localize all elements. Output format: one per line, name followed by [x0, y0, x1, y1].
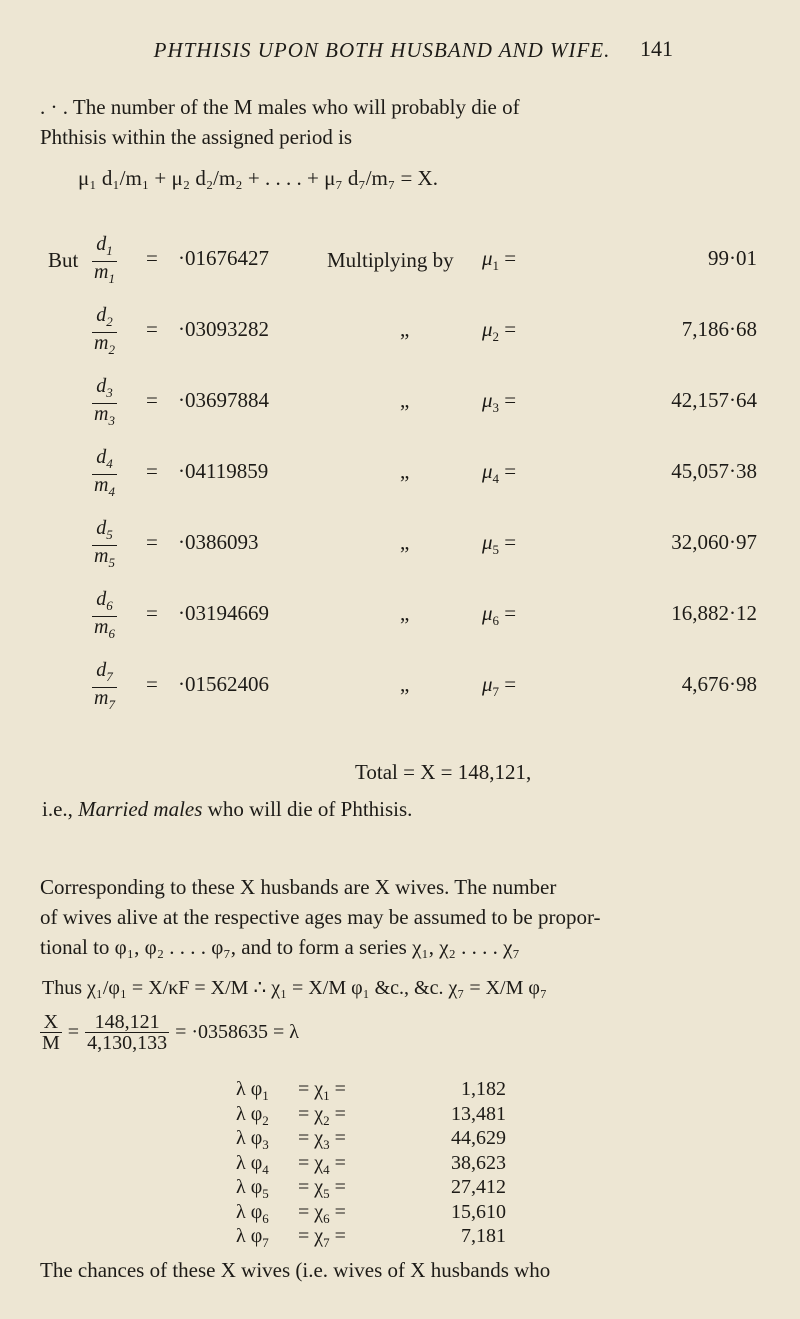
- chi-term: = $\chi_6$ =: [298, 1200, 346, 1226]
- ie-suffix: who will die of Phthisis.: [202, 797, 413, 821]
- chi-value: 13,481: [451, 1102, 506, 1125]
- mu-symbol: $\mu_7$ =: [482, 672, 517, 700]
- ditto-mark: „: [400, 672, 410, 696]
- product-value: 42,157·64: [671, 388, 757, 412]
- running-header: PHTHISIS UPON BOTH HUSBAND AND WIFE.: [153, 38, 611, 62]
- footer-line: The chances of these X wives (i.e. wives of X husbands who: [40, 1258, 551, 1282]
- ratio-fraction: $\frac{d_5}{m_5}$: [94, 517, 115, 570]
- ratio-fraction: $\frac{d_1}{m_1}$: [94, 233, 115, 286]
- intro-line-2: Phthisis within the assigned period is: [40, 125, 353, 149]
- lambda-phi-term: λ $\varphi_2$: [236, 1102, 269, 1128]
- mu-symbol: $\mu_3$ =: [482, 388, 517, 416]
- mu-symbol: $\mu_2$ =: [482, 317, 517, 345]
- equals-sign: =: [146, 246, 158, 270]
- chi-value: 38,623: [451, 1151, 506, 1174]
- sum-equation-text: μ₁ d₁/m₁ + μ₂ d₂/m₂ + . . . . + μ₇ d₇/m₇ = X.: [78, 166, 438, 190]
- lambda-phi-term: λ $\varphi_3$: [236, 1127, 269, 1152]
- lambda-phi-term: λ $\varphi_1$: [236, 1078, 269, 1103]
- equals-sign: =: [146, 317, 158, 341]
- lambda-phi-term: λ $\varphi_6$: [236, 1200, 269, 1226]
- lambda-phi-term: λ $\varphi_5$: [236, 1176, 269, 1201]
- chi-term: = $\chi_3$ =: [298, 1127, 346, 1152]
- ie-emphasis: Married males: [78, 797, 203, 821]
- para2-line-1: Corresponding to these X husbands are X wives. The number: [40, 875, 557, 899]
- ratio-value: ·03194669: [178, 601, 269, 625]
- ditto-mark: „: [400, 530, 410, 554]
- chi-value: 1,182: [461, 1078, 506, 1100]
- ie-prefix: i.e.,: [42, 797, 79, 821]
- product-value: 99·01: [708, 246, 757, 270]
- ditto-mark: „: [400, 601, 410, 625]
- ratio-fraction: $\frac{d_2}{m_2}$: [94, 304, 115, 357]
- para2-line-2: of wives alive at the respective ages may be assumed to be propor-: [40, 905, 601, 929]
- mu-symbol: $\mu_6$ =: [482, 601, 517, 629]
- but-label: But: [48, 248, 79, 272]
- equals-sign: =: [146, 530, 158, 554]
- sum-equation: [78, 166, 438, 191]
- mid-fraction: [85, 1012, 169, 1053]
- total-line: Total = X = 148,121,: [355, 760, 532, 784]
- ratio-value: ·01676427: [178, 246, 269, 270]
- lambda-result: = ·0358635 = λ: [175, 1021, 299, 1043]
- ditto-mark: „: [400, 388, 410, 412]
- lambda-equation: $\frac{X}{M}$ = $\frac{148,121}{4,130,133}$ = ·0358635 = λ: [42, 1011, 299, 1054]
- ratio-fraction: $\frac{d_4}{m_4}$: [94, 446, 115, 499]
- ratio-value: ·04119859: [178, 459, 269, 483]
- product-value: 16,882·12: [671, 601, 757, 625]
- ie-line: [42, 797, 412, 822]
- equals-sign: =: [146, 672, 158, 696]
- chi-term: = $\chi_7$ =: [298, 1225, 346, 1250]
- mu-symbol: $\mu_5$ =: [482, 530, 517, 558]
- intro-line-1: . · . The number of the M males who will probably die of: [40, 95, 520, 119]
- ratio-value: ·03697884: [178, 388, 269, 412]
- thus-equation: Thus χ₁/φ₁ = X/κF = X/M ∴ χ₁ = X/M φ₁ &c., &c. χ₇ = X/M φ₇: [42, 977, 547, 999]
- ratio-fraction: $\frac{d_6}{m_6}$: [94, 588, 115, 641]
- product-value: 45,057·38: [671, 459, 757, 483]
- ratio-fraction: $\frac{d_7}{m_7}$: [94, 659, 115, 712]
- chi-value: 7,181: [461, 1225, 506, 1247]
- mu-symbol: $\mu_4$ =: [482, 459, 517, 487]
- ratio-fraction: $\frac{d_3}{m_3}$: [94, 375, 115, 428]
- ratio-value: ·03093282: [178, 317, 269, 341]
- chi-term: = $\chi_5$ =: [298, 1176, 346, 1201]
- chi-term: = $\chi_1$ =: [298, 1078, 346, 1103]
- mu-symbol: $\mu_1$ =: [482, 246, 517, 274]
- paragraph-2: [40, 872, 760, 962]
- equals-sign: =: [146, 601, 158, 625]
- ratio-value: ·0386093: [178, 530, 259, 554]
- product-value: 32,060·97: [671, 530, 757, 554]
- lambda-phi-term: λ $\varphi_4$: [236, 1151, 269, 1177]
- para2-line-3: tional to φ₁, φ₂ . . . . φ₇, and to form a series χ₁, χ₂ . . . . χ₇: [40, 935, 520, 959]
- equals-sign: =: [146, 388, 158, 412]
- lhs-denominator: M: [42, 1032, 60, 1054]
- ditto-mark: „: [400, 459, 410, 483]
- mid-denominator: 4,130,133: [87, 1032, 168, 1054]
- chi-value: 15,610: [451, 1200, 506, 1223]
- lhs-numerator: X: [40, 1012, 62, 1033]
- mid-numerator: 148,121: [85, 1012, 169, 1033]
- chi-term: = $\chi_4$ =: [298, 1151, 346, 1177]
- chi-value: 44,629: [451, 1127, 506, 1149]
- chi-term: = $\chi_2$ =: [298, 1102, 346, 1128]
- ditto-mark: „: [400, 317, 410, 341]
- multiplying-label: Multiplying by: [327, 248, 454, 272]
- ratio-value: ·01562406: [178, 672, 269, 696]
- lhs-fraction: [40, 1012, 62, 1053]
- product-value: 4,676·98: [681, 672, 757, 696]
- intro-paragraph: [40, 92, 760, 152]
- equals-sign: =: [146, 459, 158, 483]
- lambda-phi-term: λ $\varphi_7$: [236, 1225, 269, 1250]
- page-number: 141: [640, 36, 673, 61]
- product-value: 7,186·68: [681, 317, 757, 341]
- chi-value: 27,412: [451, 1176, 506, 1198]
